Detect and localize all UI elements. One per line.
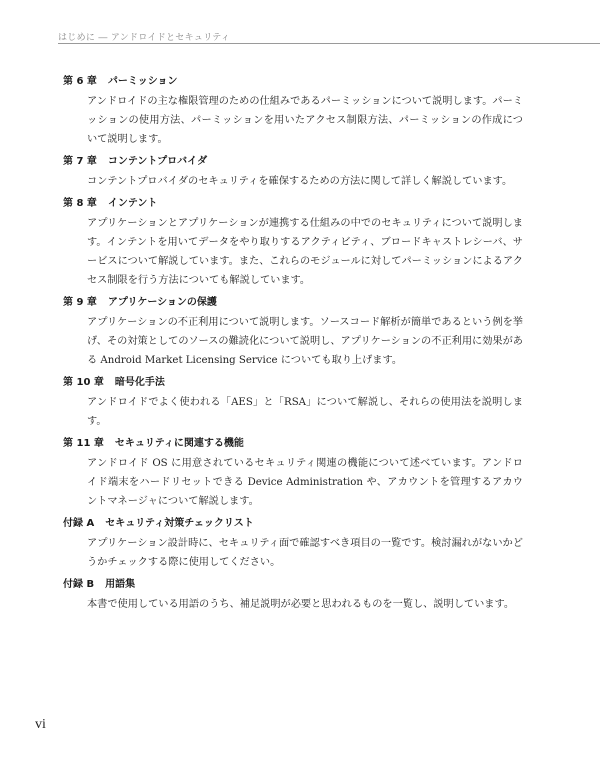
header-rule <box>58 43 600 44</box>
appendix-number: 付録 A <box>63 518 95 529</box>
chapter-title: 暗号化手法 <box>114 377 165 388</box>
appendix-number: 付録 B <box>63 579 95 590</box>
chapter-section <box>63 295 523 370</box>
chapter-description: アンドロイドでよく使われる「AES」と「RSA」について解説し、それらの使用法を説明します。 <box>87 397 523 427</box>
chapter-description: コンテントプロバイダのセキュリティを確保するための方法に関して詳しく解説しています。 <box>87 176 513 187</box>
chapter-title: インテント <box>107 198 158 209</box>
appendix-description: アプリケーション設計時に、セキュリティ面で確認すべき項目の一覧です。検討漏れがないかどうかチェックする際に使用してください。 <box>87 538 523 568</box>
chapter-number: 第 9 章 <box>63 297 97 308</box>
chapter-description: アンドロイド OS に用意されているセキュリティ関連の機能について述べています。アンドロイド端末をハードリセットできる Device Administration や、アカウントを管理するアカウントマネージャについて解説します。 <box>87 458 523 507</box>
chapter-title: コンテントプロバイダ <box>107 156 208 167</box>
chapter-description: アンドロイドの主な権限管理のための仕組みであるパーミッションについて説明します。パーミッションの使用方法、パーミッションを用いたアクセス制限方法、パーミッションの作成について説明します。 <box>87 96 523 145</box>
chapter-section <box>63 154 523 191</box>
appendix-heading <box>63 577 523 593</box>
appendix-title: 用語集 <box>105 579 136 590</box>
chapter-number: 第 7 章 <box>63 156 97 167</box>
chapter-heading <box>63 375 523 391</box>
appendix-section <box>63 516 523 572</box>
chapter-list <box>63 74 523 619</box>
chapter-description: アプリケーションとアプリケーションが連携する仕組みの中でのセキュリティについて説明します。インテントを用いてデータをやり取りするアクティビティ、ブロードキャストレシーバ、サービスについて解説しています。また、これらのモジュールに対してパーミッションによるアクセス制限を行う方法についても解説しています。 <box>87 218 523 286</box>
appendix-description: 本書で使用している用語のうち、補足説明が必要と思われるものを一覧し、説明しています。 <box>87 599 515 610</box>
chapter-number: 第 6 章 <box>63 76 97 87</box>
chapter-title: セキュリティに関連する機能 <box>114 438 244 449</box>
chapter-heading <box>63 196 523 212</box>
chapter-section <box>63 74 523 149</box>
chapter-number: 第 8 章 <box>63 198 97 209</box>
chapter-number: 第 10 章 <box>63 377 104 388</box>
chapter-heading <box>63 436 523 452</box>
chapter-number: 第 11 章 <box>63 438 104 449</box>
chapter-section <box>63 196 523 290</box>
page-number: vi <box>35 717 46 732</box>
chapter-description: アプリケーションの不正利用について説明します。ソースコード解析が簡単であるという例を挙げ、その対策としてのソースの難読化について説明し、アプリケーションの不正利用に効果がある Android Market Licensing Service についても取り上げます。 <box>87 317 523 366</box>
appendix-heading <box>63 516 523 532</box>
chapter-section <box>63 375 523 431</box>
chapter-heading <box>63 295 523 311</box>
chapter-heading <box>63 154 523 170</box>
chapter-title: パーミッション <box>107 76 178 87</box>
appendix-title: セキュリティ対策チェックリスト <box>105 518 254 529</box>
running-header: はじめに ― アンドロイドとセキュリティ <box>58 33 231 43</box>
chapter-title: アプリケーションの保護 <box>107 297 217 308</box>
chapter-heading <box>63 74 523 90</box>
appendix-section <box>63 577 523 614</box>
chapter-section <box>63 436 523 511</box>
